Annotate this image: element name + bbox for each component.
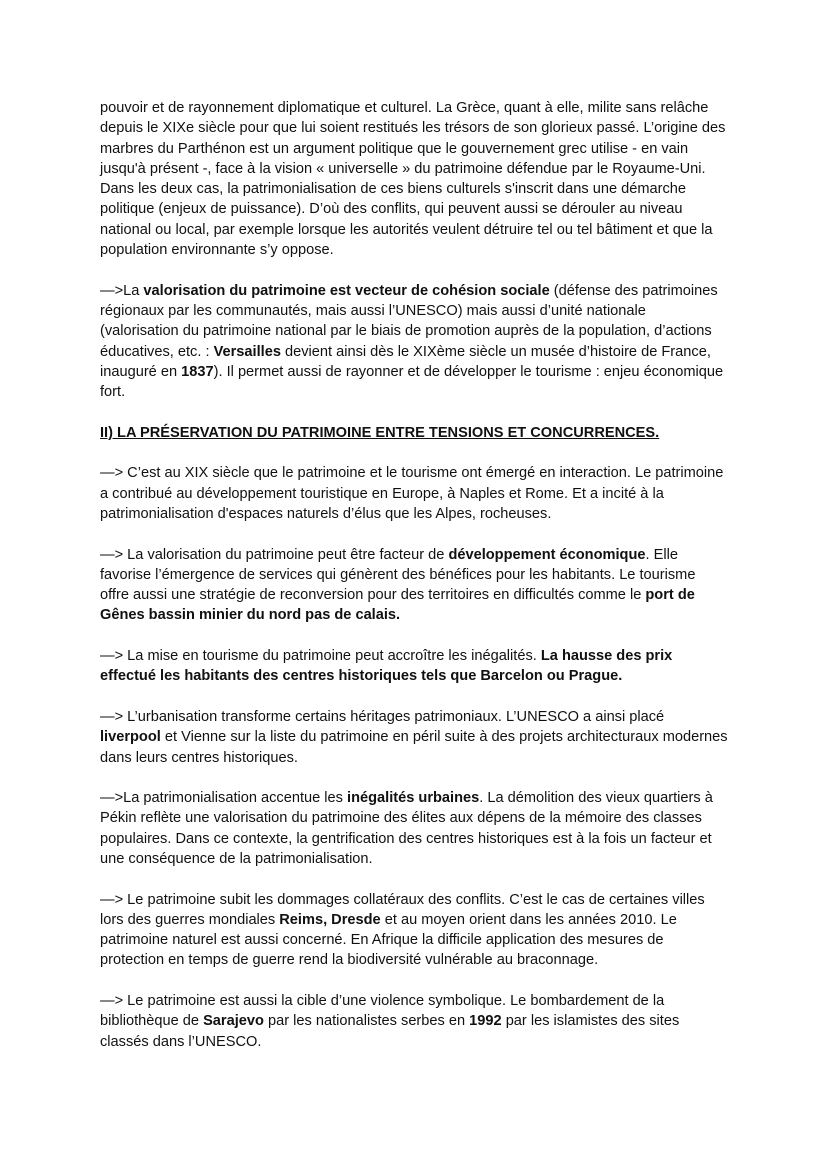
bold-run: liverpool: [100, 729, 161, 746]
bold-run: 1992: [469, 1013, 502, 1030]
bold-run: port de Gênes bassin minier du nord pas de calais.: [100, 587, 695, 624]
text-run: —> L’urbanisation transforme certains héritages patrimoniaux. L’UNESCO a ainsi placé: [100, 708, 665, 725]
text-run: par les nationalistes serbes en: [263, 1013, 470, 1030]
paragraph-economic-development: [100, 545, 728, 626]
bold-run: Reims, Dresde: [279, 911, 381, 928]
bold-run: valorisation du patrimoine est vecteur de cohésion sociale: [143, 282, 550, 299]
text-run: pouvoir et de rayonnement diplomatique et culturel. La Grèce, quant à elle, milite sans relâche depuis le XIXe siècle pour que lui soient restitués les trésors de son glorieux passé. L’origine des marbres du Parthénon est un argument politique que le gouvernement grec utilise - en vain jusqu'à présent -, face à la vision « universelle » du patrimoine défendue par le Royaume-Uni. Dans les deux cas, la patrimonialisation de ces biens culturels s'inscrit dans une démarche politique (enjeux de puissance). D’où des conflits, qui peuvent aussi se dérouler au niveau national ou local, par exemple lorsque les autorités veulent détruire tel ou tel bâtiment et que la population environnante s’y oppose.: [100, 100, 726, 259]
bold-run: Versailles: [213, 343, 281, 360]
text-run: (défense des patrimoines régionaux par les communautés, mais aussi l’UNESCO) mais aussi d’unité nationale (valorisation du patrimoine national par le biais de promotion auprès de la population, d’actions éducatives, etc. :: [100, 282, 718, 360]
text-run: par les islamistes des sites classés dans l’UNESCO.: [100, 1013, 680, 1050]
paragraph-intro: [100, 98, 728, 260]
paragraph-conflicts: [100, 890, 728, 971]
text-run: —> C’est au XIX siècle que le patrimoine et le tourisme ont émergé en interaction. Le patrimoine a contribué au développement touristique en Europe, à Naples et Rome. Et a incité à la patrimonialisation d'espaces naturels d’élus que les Alpes, rocheuses.: [100, 465, 724, 522]
heading-text: II) LA PRÉSERVATION DU PATRIMOINE ENTRE TENSIONS ET CONCURRENCES.: [100, 424, 660, 441]
paragraph-urban-inequalities: [100, 788, 728, 869]
paragraph-tourism-origin: [100, 463, 728, 524]
bold-run: inégalités urbaines: [347, 790, 480, 807]
text-run: . Elle favorise l’émergence de services qui génèrent des bénéfices pour les habitants. Le tourisme offre aussi une stratégie de reconversion pour des territoires en difficultés comme le: [100, 546, 696, 604]
paragraph-urbanisation: [100, 707, 728, 768]
bold-run: La hausse des prix effectué les habitants des centres historiques tels que Barcelon ou Prague.: [100, 648, 673, 685]
text-run: et au moyen orient dans les années 2010. Le patrimoine naturel est aussi concerné. En Afrique la difficile application des mesures de protection en temps de guerre rend la biodiversité vulnérable au braconnage.: [100, 911, 677, 969]
text-run: —> La valorisation du patrimoine peut être facteur de: [100, 546, 449, 563]
text-run: devient ainsi dès le XIXème siècle un musée d’histoire de France, inauguré en: [100, 343, 711, 380]
text-run: —> Le patrimoine est aussi la cible d’une violence symbolique. Le bombardement de la bibliothèque de: [100, 993, 665, 1030]
bold-run: développement économique: [448, 546, 646, 563]
bold-run: 1837: [181, 363, 214, 380]
paragraph-social-cohesion: [100, 281, 728, 403]
text-run: . La démolition des vieux quartiers à Pékin reflète une valorisation du patrimoine des élites aux dépens de la mémoire des classes populaires. Dans ce contexte, la gentrification des centres historiques est à la fois un facteur et une conséquence de la patrimonialisation.: [100, 790, 713, 867]
text-run: —> Le patrimoine subit les dommages collatéraux des conflits. C’est le cas de certaines villes lors des guerres mondiales: [100, 891, 705, 928]
paragraph-inequalities: [100, 646, 728, 687]
paragraph-symbolic-violence: [100, 991, 728, 1052]
bold-run: Sarajevo: [203, 1013, 264, 1030]
text-run: ). Il permet aussi de rayonner et de développer le tourisme : enjeu économique fort.: [100, 363, 724, 401]
text-run: —> La mise en tourisme du patrimoine peut accroître les inégalités.: [100, 648, 541, 665]
section-heading: [100, 423, 728, 443]
text-run: et Vienne sur la liste du patrimoine en péril suite à des projets architecturaux modernes dans leurs centres historiques.: [100, 729, 728, 766]
text-run: —>La: [100, 282, 144, 299]
text-run: —>La patrimonialisation accentue les: [100, 790, 348, 807]
